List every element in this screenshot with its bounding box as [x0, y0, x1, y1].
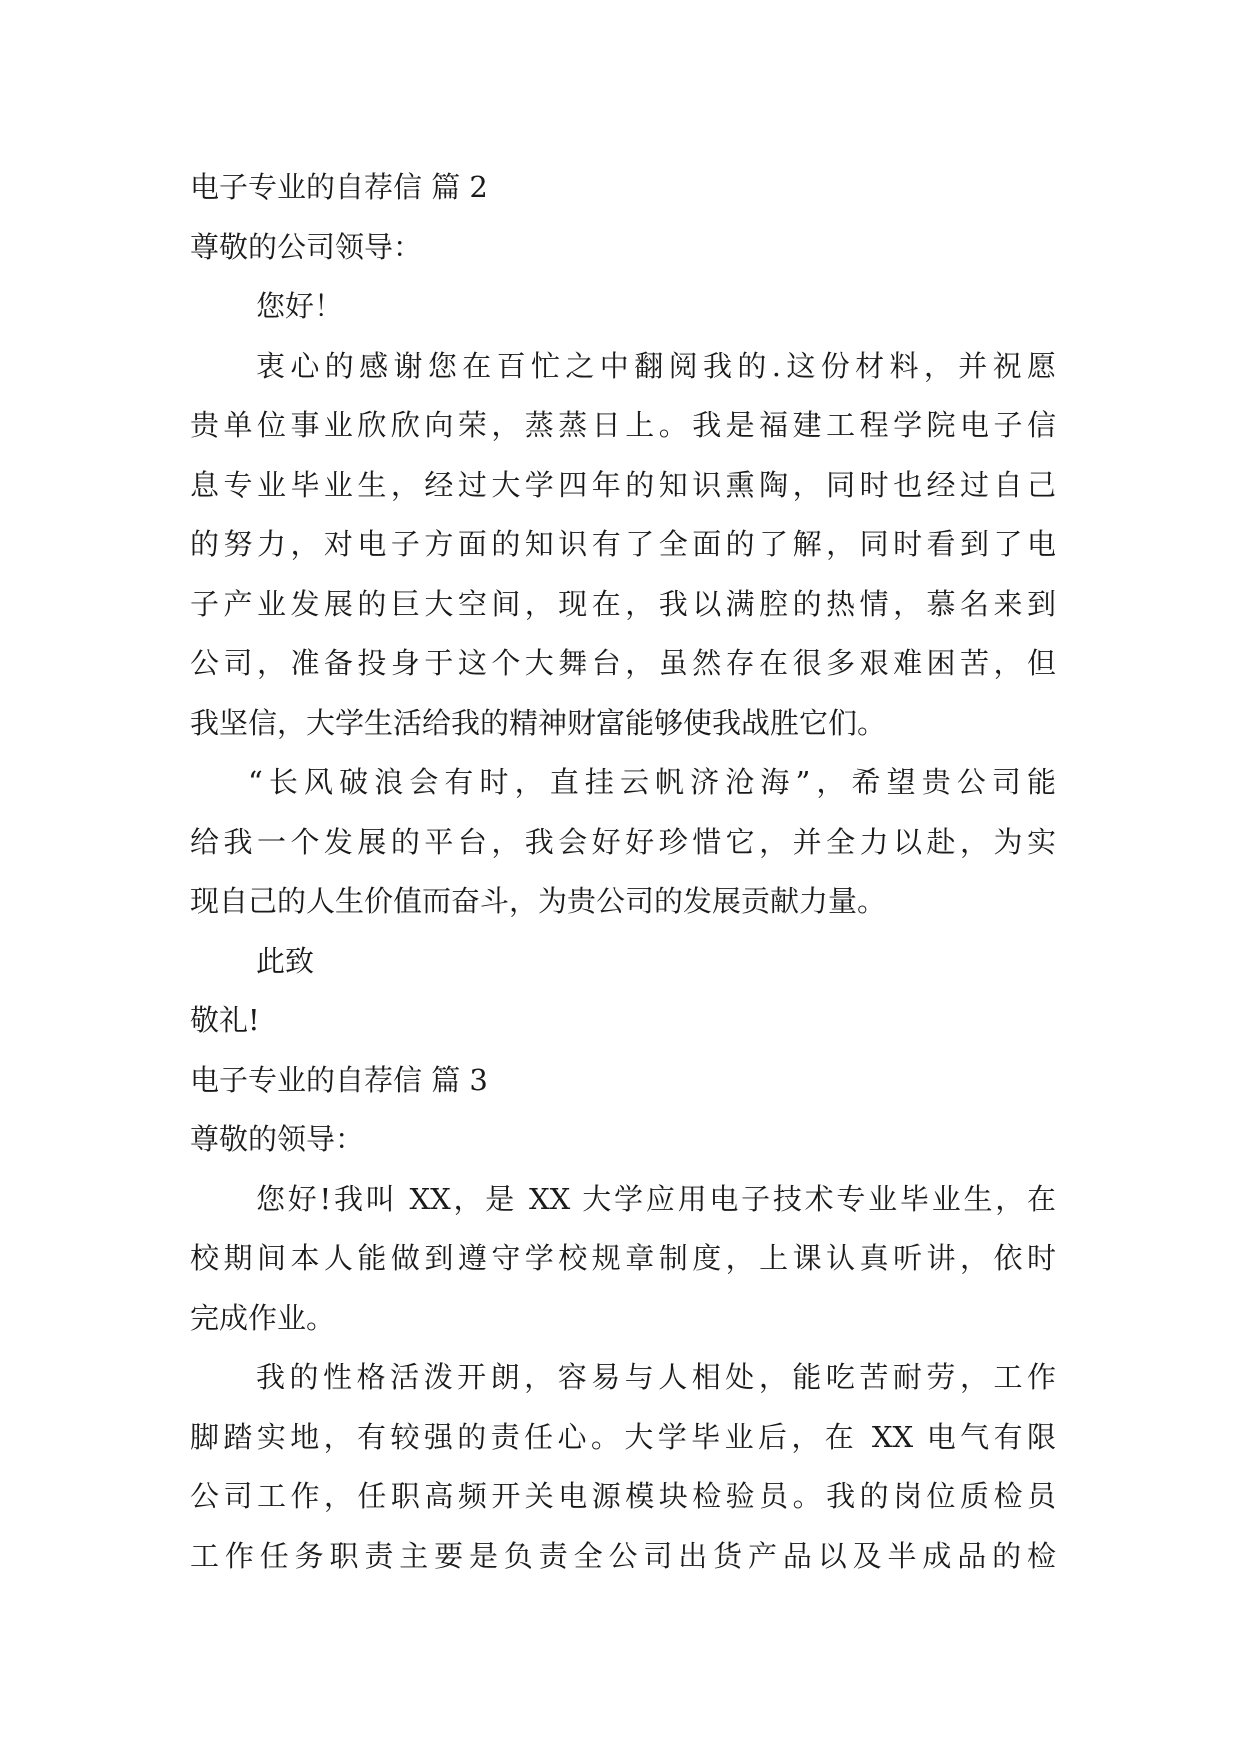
paragraph-line: 工作任务职责主要是负责全公司出货产品以及半成品的检 — [190, 1538, 1056, 1573]
paragraph-line: “长风破浪会有时，直挂云帆济沧海”，希望贵公司能 — [248, 765, 1056, 799]
closing-phrase: 此致 — [256, 943, 315, 978]
greeting: 您好！ — [256, 289, 344, 323]
paragraph-line: 校期间本人能做到遵守学校规章制度，上课认真听讲，依时 — [190, 1241, 1056, 1275]
section-heading: 电子专业的自荐信 篇 3 — [190, 1062, 488, 1097]
paragraph-line: 完成作业。 — [190, 1300, 336, 1335]
closing-regards: 敬礼! — [190, 1003, 260, 1037]
letter-body — [190, 158, 1056, 1586]
paragraph-line: 的努力，对电子方面的知识有了全面的了解，同时看到了电 — [190, 527, 1056, 561]
salutation: 尊敬的公司领导： — [190, 229, 423, 264]
section-heading: 电子专业的自荐信 篇 2 — [190, 170, 488, 204]
paragraph-line: 公司工作，任职高频开关电源模块检验员。我的岗位质检员 — [190, 1479, 1056, 1513]
paragraph-line: 子产业发展的巨大空间，现在，我以满腔的热情，慕名来到 — [190, 586, 1056, 621]
paragraph-line: 我的性格活泼开朗，容易与人相处，能吃苦耐劳，工作 — [256, 1360, 1056, 1394]
paragraph-line: 我坚信，大学生活给我的精神财富能够使我战胜它们。 — [190, 705, 887, 740]
salutation: 尊敬的领导： — [190, 1122, 365, 1156]
paragraph-line: 脚踏实地，有较强的责任心。大学毕业后，在 XX 电气有限 — [190, 1419, 1056, 1454]
paragraph-line: 公司，准备投身于这个大舞台，虽然存在很多艰难困苦，但 — [190, 646, 1056, 680]
paragraph-line: 您好!我叫 XX，是 XX 大学应用电子技术专业毕业生，在 — [256, 1181, 1056, 1216]
paragraph-line: 衷心的感谢您在百忙之中翻阅我的.这份材料，并祝愿 — [256, 348, 1056, 383]
paragraph-line: 息专业毕业生，经过大学四年的知识熏陶，同时也经过自己 — [190, 467, 1056, 502]
paragraph-line: 现自己的人生价值而奋斗，为贵公司的发展贡献力量。 — [190, 884, 887, 918]
paragraph-line: 给我一个发展的平台，我会好好珍惜它，并全力以赴，为实 — [190, 824, 1056, 859]
paragraph-line: 贵单位事业欣欣向荣，蒸蒸日上。我是福建工程学院电子信 — [190, 408, 1056, 442]
